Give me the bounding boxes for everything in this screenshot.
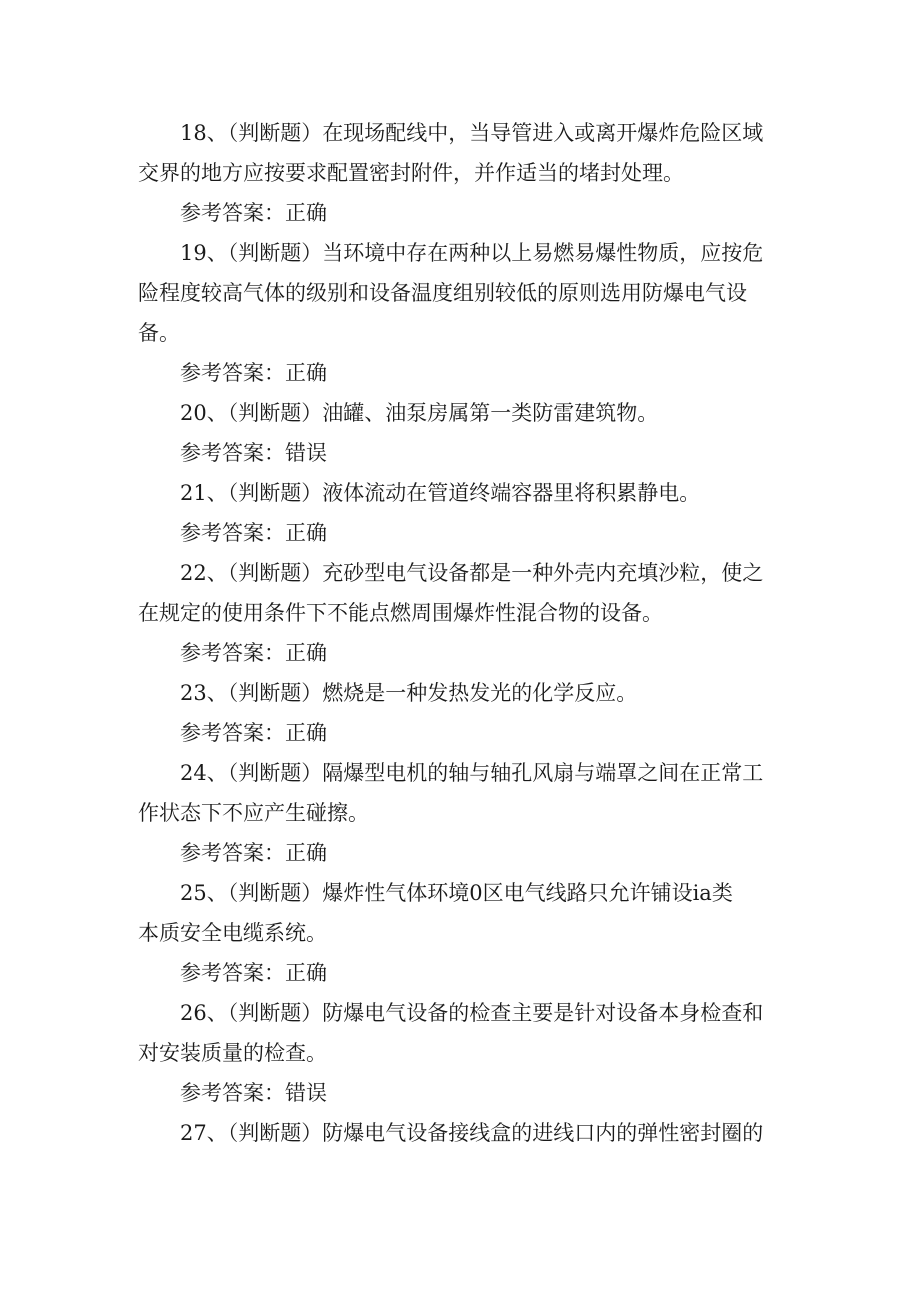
document-page [138,113,790,1153]
question-text-line: 本质安全电缆系统。 [138,921,327,945]
question-text-line: 23、（判断题）燃烧是一种发热发光的化学反应。 [180,681,638,705]
question-18 [138,113,790,193]
answer-line: 参考答案：正确 [180,201,327,225]
question-text-line: 25、（判断题）爆炸性气体环境0区电气线路只允许铺设ia类 [180,881,733,905]
question-text-line: 19、（判断题）当环境中存在两种以上易燃易爆性物质，应按危 [180,241,764,265]
answer-line: 参考答案：正确 [180,961,327,985]
answer-line: 参考答案：错误 [180,441,327,465]
question-text-line: 对安装质量的检查。 [138,1041,327,1065]
answer-line: 参考答案：正确 [180,841,327,865]
question-27 [138,1113,790,1153]
question-21 [138,473,790,513]
answer-line: 参考答案：正确 [180,521,327,545]
question-text-line: 18、（判断题）在现场配线中，当导管进入或离开爆炸危险区域 [180,121,764,145]
question-text-line: 22、（判断题）充砂型电气设备都是一种外壳内充填沙粒，使之 [180,561,764,585]
answer-line: 参考答案：正确 [180,361,327,385]
question-25 [138,873,790,953]
question-26 [138,993,790,1073]
question-text-line: 27、（判断题）防爆电气设备接线盒的进线口内的弹性密封圈的 [180,1121,764,1145]
question-22 [138,553,790,633]
question-text-line: 24、（判断题）隔爆型电机的轴与轴孔风扇与端罩之间在正常工 [180,761,764,785]
question-text-line: 在规定的使用条件下不能点燃周围爆炸性混合物的设备。 [138,601,663,625]
answer-line: 参考答案：错误 [180,1081,327,1105]
answer-line: 参考答案：正确 [180,721,327,745]
question-23 [138,673,790,713]
answer-line: 参考答案：正确 [180,641,327,665]
question-19 [138,233,790,353]
question-text-line: 作状态下不应产生碰擦。 [138,801,369,825]
question-20 [138,393,790,433]
question-text-line: 26、（判断题）防爆电气设备的检查主要是针对设备本身检查和 [180,1001,764,1025]
question-text-line: 20、（判断题）油罐、油泵房属第一类防雷建筑物。 [180,401,659,425]
question-text-line: 21、（判断题）液体流动在管道终端容器里将积累静电。 [180,481,701,505]
question-text-line: 备。 [138,321,180,345]
question-24 [138,753,790,833]
question-text-line: 交界的地方应按要求配置密封附件，并作适当的堵封处理。 [138,161,684,185]
question-text-line: 险程度较高气体的级别和设备温度组别较低的原则选用防爆电气设 [138,281,747,305]
